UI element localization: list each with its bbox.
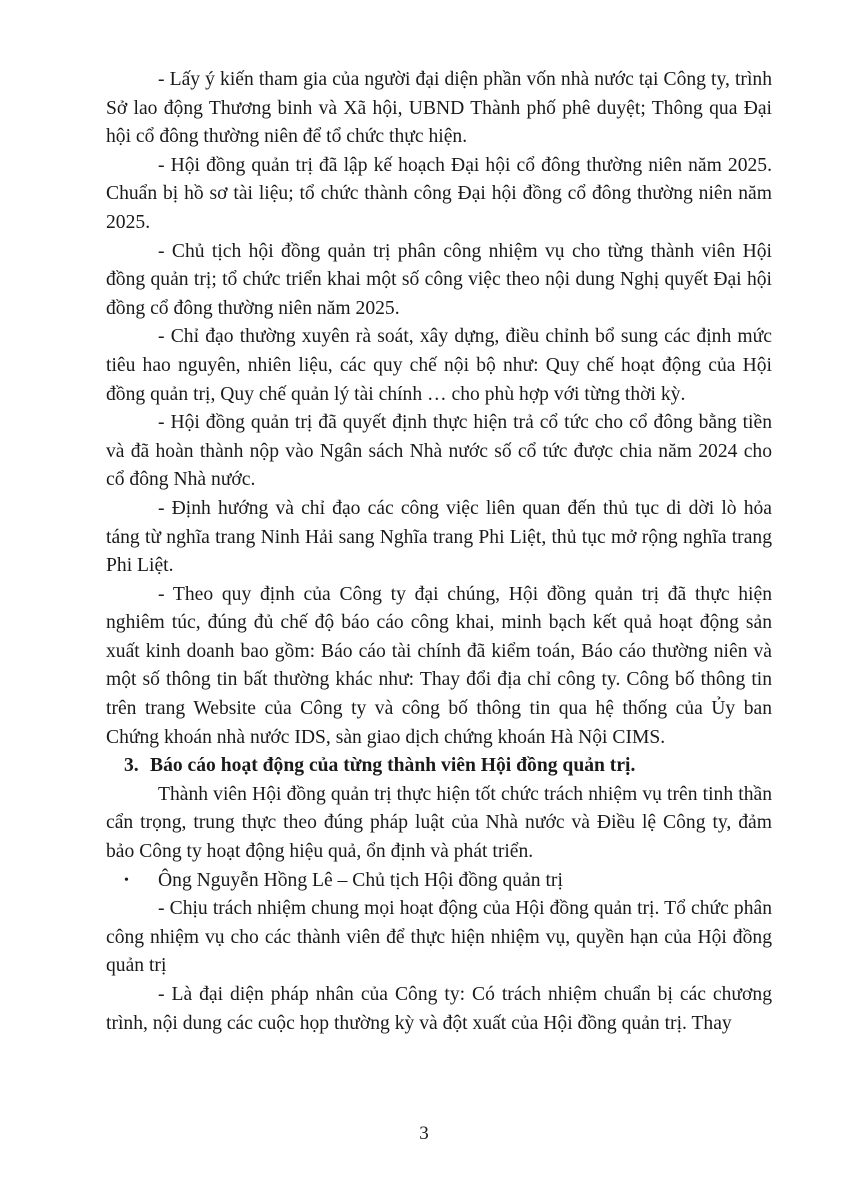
duty-general-responsibility: - Chịu trách nhiệm chung mọi hoạt động của Hội đồng quản trị. Tổ chức phân công nhiệm vụ cho các thành viên để thực hiện nhiệm vụ, quyền hạn của Hội đồng quản trị (106, 898, 772, 977)
duty-legal-representative: - Là đại diện pháp nhân của Công ty: Có trách nhiệm chuẩn bị các chương trình, nội dung các cuộc họp thường kỳ và đột xuất của Hội đồng quản trị. Thay (106, 984, 772, 1034)
section-heading (106, 752, 772, 781)
page-number: 3 (419, 1123, 429, 1144)
section-intro: Thành viên Hội đồng quản trị thực hiện tốt chức trách nhiệm vụ trên tinh thần cẩn trọng, trung thực theo đúng pháp luật của Nhà nước và Điều lệ Công ty, đảm bảo Công ty hoạt động hiệu quả, ổn định và phát triển. (106, 783, 772, 863)
member-name: Ông Nguyễn Hồng Lê – Chủ tịch Hội đồng quản trị (158, 869, 563, 891)
paragraph-dividend: - Hội đồng quản trị đã quyết định thực hiện trả cổ tức cho cổ đông bằng tiền và đã hoàn thành nộp vào Ngân sách Nhà nước số cổ tức được chia năm 2024 cho cổ đông Nhà nước. (106, 412, 772, 491)
paragraph-disclosure: - Theo quy định của Công ty đại chúng, Hội đồng quản trị đã thực hiện nghiêm túc, đúng đủ chế độ báo cáo công khai, minh bạch kết quả hoạt động sản xuất kinh doanh bao gồm: Báo cáo tài chính đã kiểm toán, Báo cáo thường niên và một số thông tin bất thường khác như: Thay đổi địa chỉ công ty. Công bố thông tin trên trang Website của Công ty và công bố thông tin qua hệ thống của Ủy ban Chứng khoán nhà nước IDS, sàn giao dịch chứng khoán Hà Nội CIMS. (106, 583, 772, 748)
paragraph-chairman-assignment: - Chủ tịch hội đồng quản trị phân công nhiệm vụ cho từng thành viên Hội đồng quản trị; tổ chức triển khai một số công việc theo nội dung Nghị quyết Đại hội đồng cổ đông thường niên năm 2025. (106, 240, 772, 319)
paragraph-regulation-review: - Chỉ đạo thường xuyên rà soát, xây dựng, điều chỉnh bổ sung các định mức tiêu hao nguyên, nhiên liệu, các quy chế nội bộ như: Quy chế hoạt động của Hội đồng quản trị, Quy chế quản lý tài chính … cho phù hợp với từng thời kỳ. (106, 326, 772, 405)
document-body (106, 66, 772, 1038)
section-number: 3. (124, 755, 139, 777)
paragraph-crematorium-relocation: - Định hướng và chỉ đạo các công việc liên quan đến thủ tục di dời lò hỏa táng từ nghĩa trang Ninh Hải sang Nghĩa trang Phi Liệt, thủ tục mở rộng nghĩa trang Phi Liệt. (106, 497, 772, 577)
section-title: Báo cáo hoạt động của từng thành viên Hội đồng quản trị. (150, 755, 636, 777)
member-bullet-item (106, 867, 772, 896)
bullet-icon: • (124, 872, 129, 888)
paragraph-shareholder-opinion: - Lấy ý kiến tham gia của người đại diện phần vốn nhà nước tại Công ty, trình Sở lao động Thương binh và Xã hội, UBND Thành phố phê duyệt; Thông qua Đại hội cổ đông thường niên để tổ chức thực hiện. (106, 69, 772, 148)
paragraph-agm-plan: - Hội đồng quản trị đã lập kế hoạch Đại hội cổ đông thường niên năm 2025. Chuẩn bị hồ sơ tài liệu; tổ chức thành công Đại hội đồng cổ đông thường niên năm 2025. (106, 154, 772, 233)
